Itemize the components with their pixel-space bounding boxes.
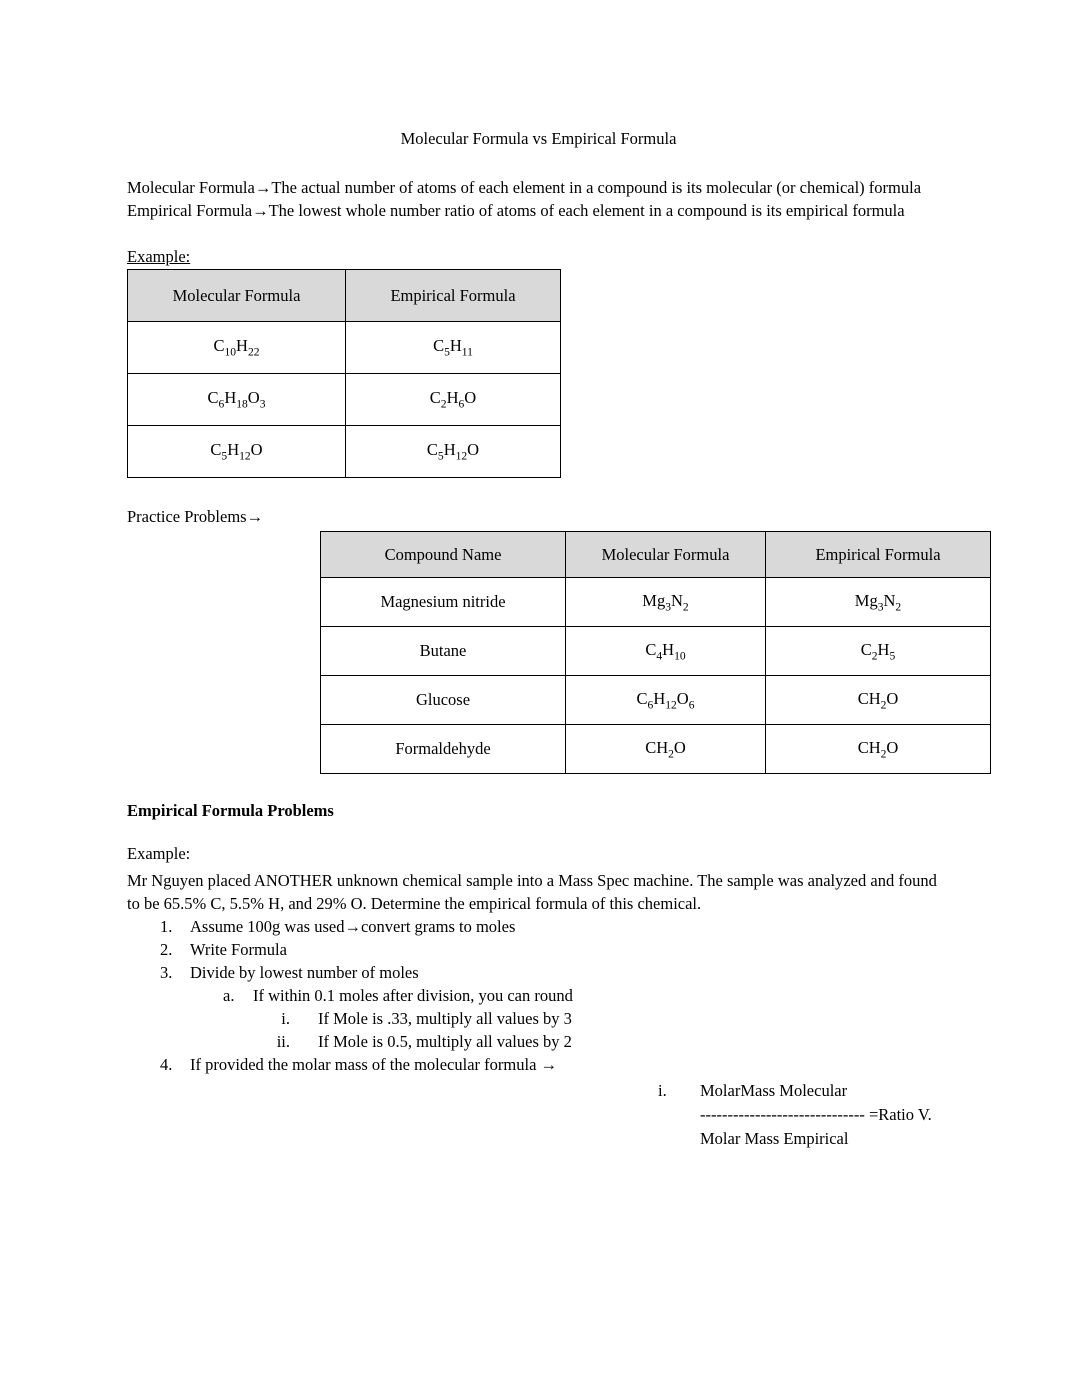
list-marker: a. <box>223 986 235 1005</box>
ratio-denominator: Molar Mass Empirical <box>700 1129 849 1148</box>
table-row <box>321 578 991 627</box>
compound-name-cell: Glucose <box>321 676 566 725</box>
list-marker: 1. <box>160 917 173 936</box>
list-item <box>127 1053 950 1076</box>
list-text: Write Formula <box>190 940 287 959</box>
ratio-formula-block <box>658 1079 950 1151</box>
example-label: Example: <box>127 844 191 863</box>
practice-problems-table <box>320 531 991 774</box>
empirical-formula-cell: $CH_2O$ <box>766 676 991 725</box>
table-header-row <box>128 270 561 322</box>
molecular-formula-cell: $C_{10}H_{22}$ <box>128 322 346 374</box>
table-row <box>128 322 561 374</box>
table-header-cell: Compound Name <box>321 532 566 578</box>
steps-list <box>127 915 950 1076</box>
ratio-fraction <box>700 1079 932 1151</box>
list-item <box>127 1007 950 1030</box>
list-marker: 2. <box>160 940 173 959</box>
page-title: Molecular Formula vs Empirical Formula <box>400 129 677 148</box>
list-item <box>127 961 950 984</box>
molecular-formula-cell: $C_6H_{18}O_3$ <box>128 374 346 426</box>
empirical-formula-cell: $Mg_3N_2$ <box>766 578 991 627</box>
list-marker: 3. <box>160 963 173 982</box>
list-text: If within 0.1 moles after division, you can round <box>253 986 573 1005</box>
compound-name-cell: Magnesium nitride <box>321 578 566 627</box>
list-item <box>127 915 950 938</box>
list-item <box>127 938 950 961</box>
practice-problems-label: Practice Problems→ <box>127 507 264 526</box>
list-text: Divide by lowest number of moles <box>190 963 419 982</box>
table-row <box>321 627 991 676</box>
table-row <box>128 426 561 478</box>
table-header-cell: Empirical Formula <box>346 270 561 322</box>
molecular-definition: Molecular Formula→The actual number of atoms of each element in a compound is its molecular (or chemical) formula <box>127 178 922 197</box>
empirical-formula-cell: $C_2H_5$ <box>766 627 991 676</box>
list-marker: i. <box>281 1009 290 1028</box>
empirical-definition: Empirical Formula→The lowest whole number ratio of atoms of each element in a compound is its empirical formula <box>127 201 905 220</box>
list-item <box>127 1030 950 1053</box>
molecular-formula-cell: $Mg_3N_2$ <box>566 578 766 627</box>
ratio-marker: i. <box>658 1081 667 1100</box>
formula-example-table <box>127 269 561 478</box>
table-row <box>321 725 991 774</box>
list-text: If provided the molar mass of the molecular formula → <box>190 1055 558 1074</box>
ratio-divider: ------------------------------ =Ratio V. <box>700 1105 932 1124</box>
empirical-formula-cell: $C_5H_{11}$ <box>346 322 561 374</box>
section-heading: Empirical Formula Problems <box>127 801 334 820</box>
example-label: Example: <box>127 247 191 266</box>
compound-name-cell: Formaldehyde <box>321 725 566 774</box>
table-header-cell: Molecular Formula <box>566 532 766 578</box>
list-text: Assume 100g was used→convert grams to moles <box>190 917 516 936</box>
molecular-formula-cell: $C_6H_{12}O_6$ <box>566 676 766 725</box>
list-item <box>127 984 950 1007</box>
empirical-formula-cell: $CH_2O$ <box>766 725 991 774</box>
list-marker: 4. <box>160 1055 173 1074</box>
table-row <box>321 676 991 725</box>
molecular-formula-cell: $C_5H_{12}O$ <box>128 426 346 478</box>
table-header-cell: Empirical Formula <box>766 532 991 578</box>
table-header-row <box>321 532 991 578</box>
list-text: If Mole is 0.5, multiply all values by 2 <box>318 1032 572 1051</box>
list-marker: ii. <box>276 1032 290 1051</box>
definitions <box>127 176 950 222</box>
table-header-cell: Molecular Formula <box>128 270 346 322</box>
empirical-formula-cell: $C_5H_{12}O$ <box>346 426 561 478</box>
ratio-numerator: MolarMass Molecular <box>700 1081 848 1100</box>
compound-name-cell: Butane <box>321 627 566 676</box>
problem-prompt: Mr Nguyen placed ANOTHER unknown chemical sample into a Mass Spec machine. The sample was analyzed and found to be 65.5% C, 5.5% H, and 29% O. Determine the empirical formula of this chemical. <box>127 871 937 913</box>
molecular-formula-cell: $CH_2O$ <box>566 725 766 774</box>
table-row <box>128 374 561 426</box>
empirical-formula-cell: $C_2H_6O$ <box>346 374 561 426</box>
list-text: If Mole is .33, multiply all values by 3 <box>318 1009 572 1028</box>
molecular-formula-cell: $C_4H_{10}$ <box>566 627 766 676</box>
